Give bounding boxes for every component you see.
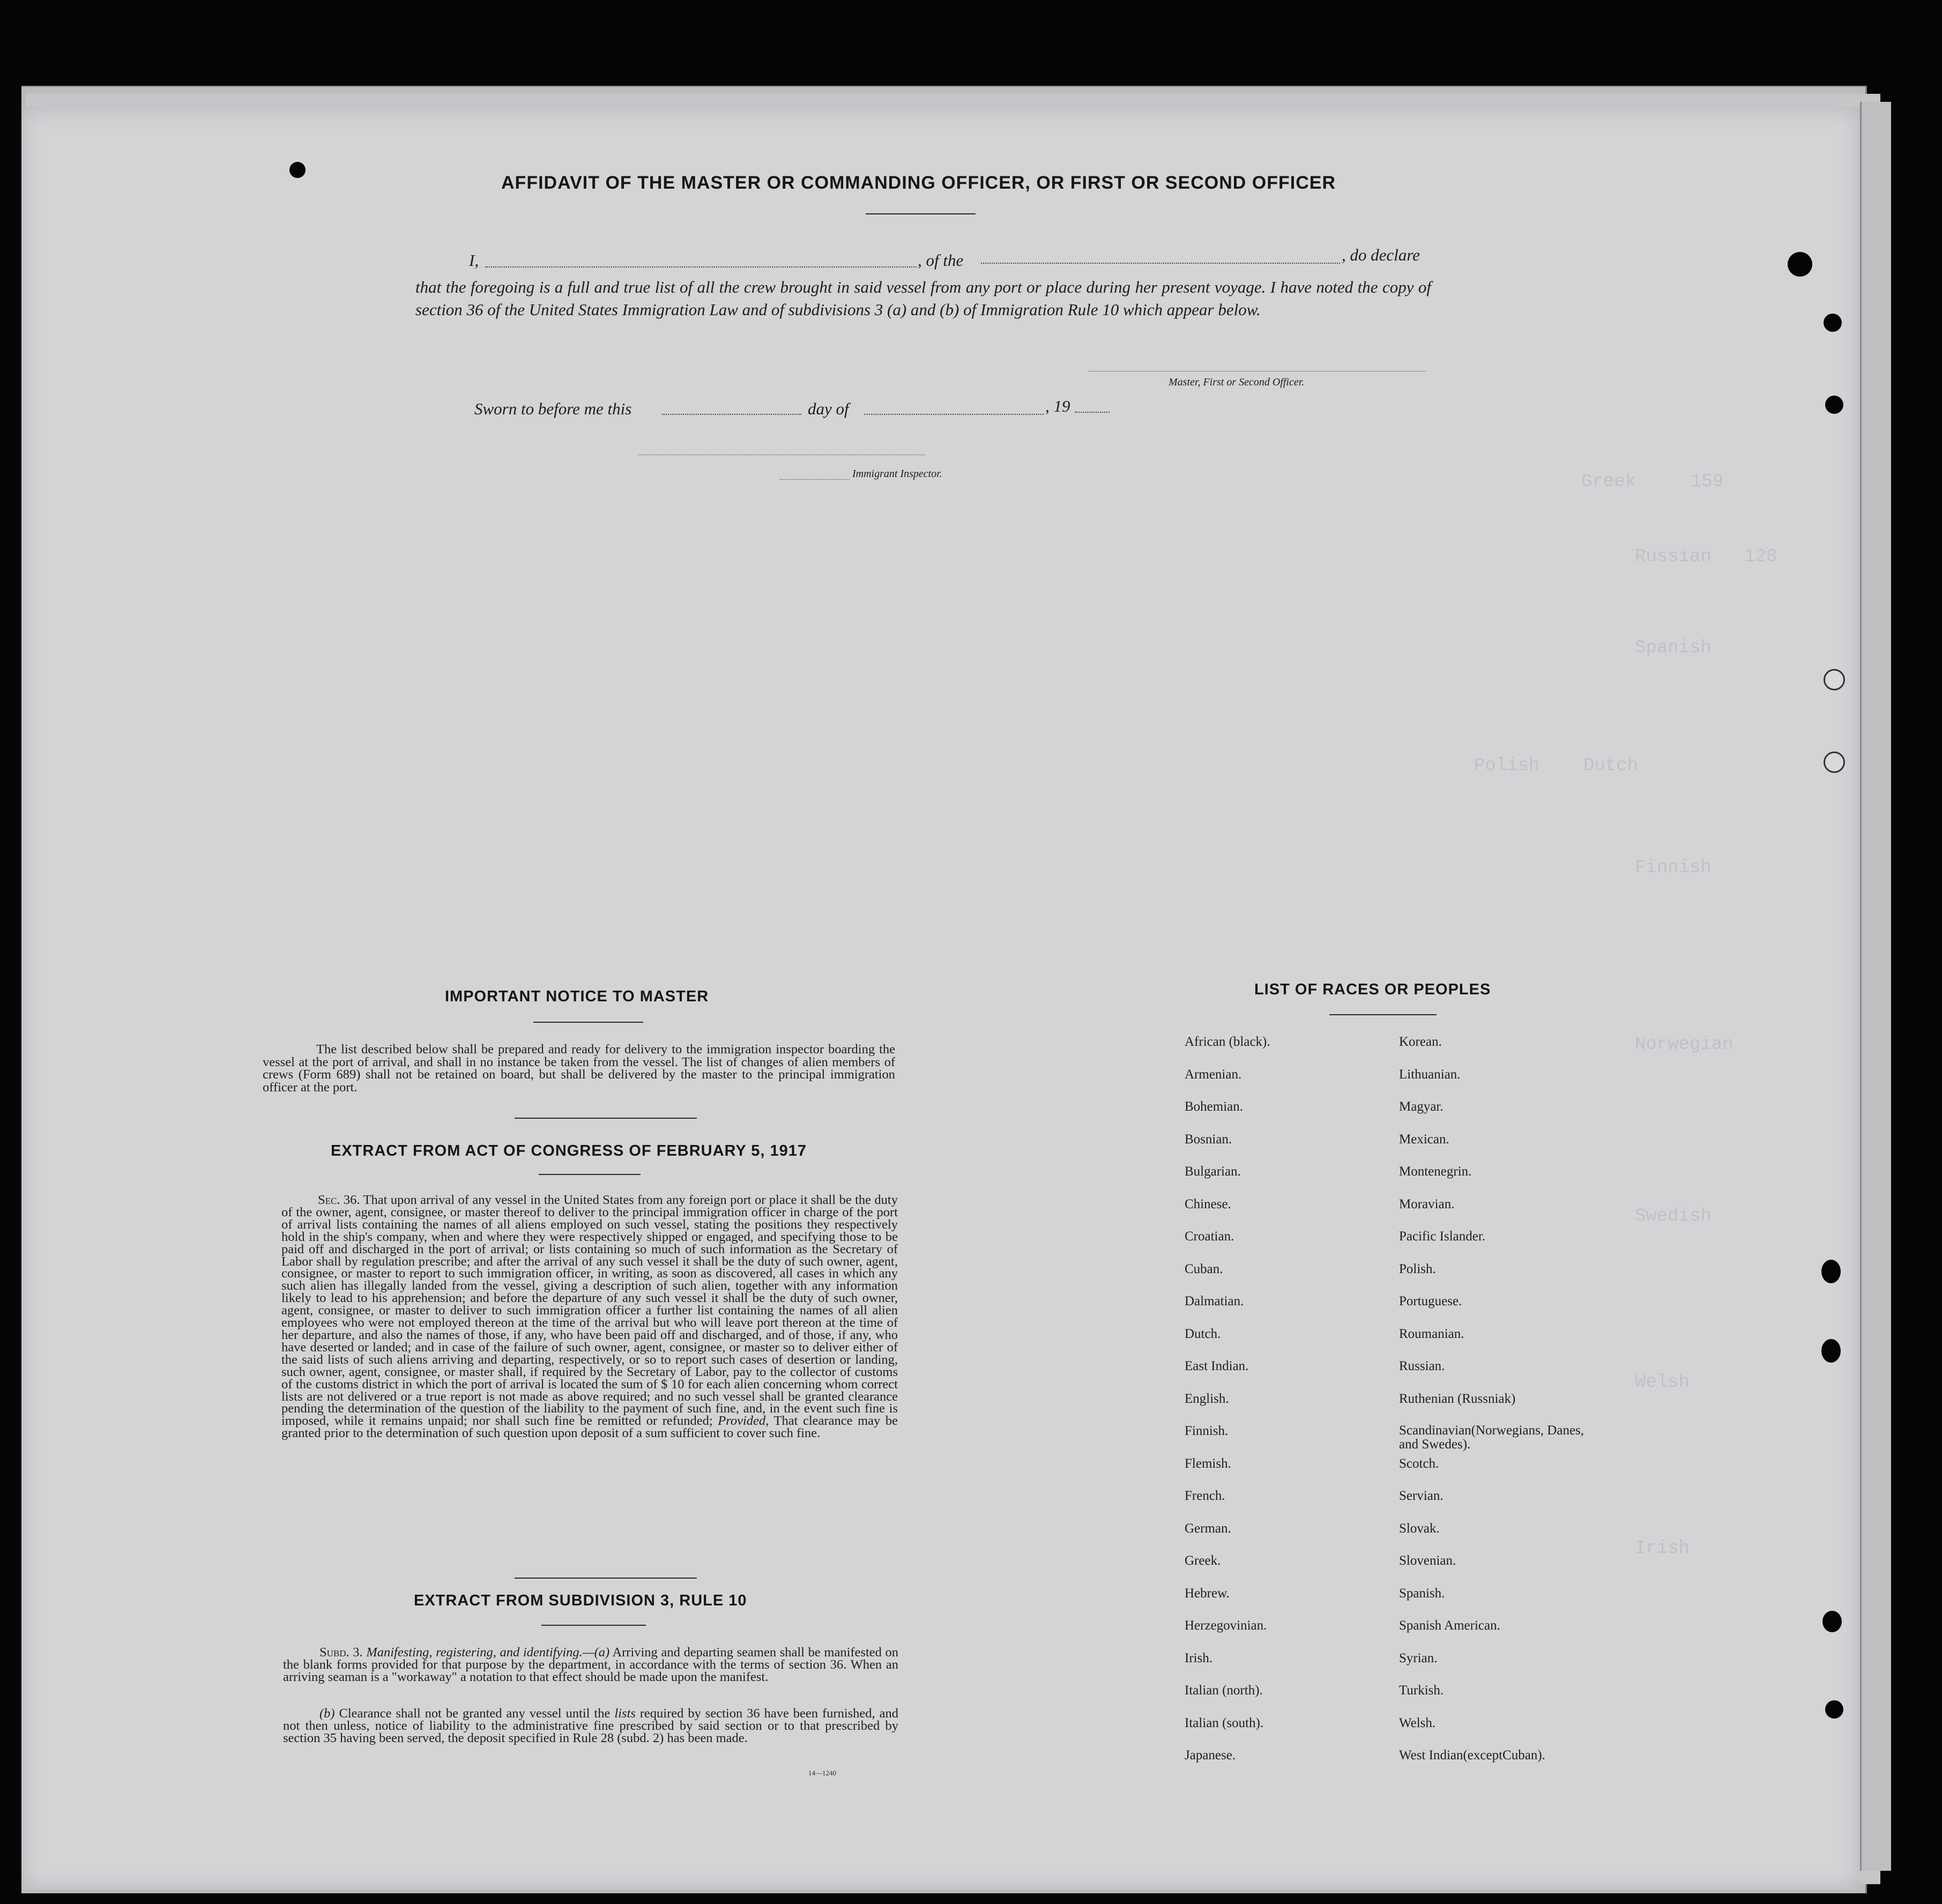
ghost-row: Spanish — [1635, 638, 1712, 658]
subd-heading: Manifesting, registering, and identifying.—(a) — [366, 1645, 610, 1660]
race-entry: Magyar. — [1399, 1099, 1444, 1114]
race-entry: Dutch. — [1185, 1326, 1221, 1341]
notice-divider — [515, 1118, 697, 1119]
race-entry: Japanese. — [1185, 1748, 1236, 1762]
punch-hole — [1825, 396, 1843, 414]
ghost-row: Swedish — [1635, 1206, 1712, 1226]
race-entry: Slovenian. — [1399, 1553, 1456, 1568]
race-entry: Syrian. — [1399, 1650, 1438, 1665]
punch-hole — [1788, 252, 1812, 277]
extract-act-divider — [515, 1578, 697, 1579]
sworn-label: Sworn to before me this — [474, 399, 632, 418]
race-entry: Pacific Islander. — [1399, 1229, 1486, 1244]
binding-strip — [1860, 102, 1891, 1871]
punch-hole — [1824, 752, 1845, 773]
race-entry: Chinese. — [1185, 1196, 1231, 1211]
race-entry: Servian. — [1399, 1489, 1444, 1503]
title-underline — [866, 213, 976, 214]
race-entry: Lithuanian. — [1399, 1067, 1461, 1082]
day-field[interactable] — [662, 414, 801, 415]
punch-hole — [1825, 1700, 1843, 1719]
race-entry: Italian (north). — [1185, 1683, 1263, 1698]
punch-hole — [1821, 1260, 1841, 1283]
races-right-column — [1399, 1035, 1603, 1781]
sec-label: Sec. — [318, 1193, 340, 1207]
punch-hole — [1821, 1339, 1841, 1363]
race-entry: Russian. — [1399, 1359, 1445, 1373]
race-entry: Portuguese. — [1399, 1294, 1462, 1308]
race-entry: English. — [1185, 1391, 1229, 1406]
race-entry: Montenegrin. — [1399, 1164, 1472, 1179]
vessel-field[interactable] — [981, 263, 1340, 264]
ghost-row: Welsh — [1635, 1372, 1690, 1393]
race-entry: Hebrew. — [1185, 1586, 1230, 1601]
race-entry: Ruthenian (Russniak) — [1399, 1391, 1516, 1406]
declaration-text: that the foregoing is a full and true list of all the crew brought in said vessel from any port or place during her present voyage. I have noted the copy of section 36 of the United States Immigration Law and of subdivisions 3 (a) and (b) of Immigration Rule 10 which appear below. — [415, 278, 1431, 319]
race-entry: Italian (south). — [1185, 1715, 1264, 1730]
races-title: LIST OF RACES OR PEOPLES — [1254, 981, 1491, 998]
extract-rule-underline — [541, 1625, 646, 1626]
section-36-body: 36. That upon arrival of any vessel in the United States from any foreign port or place it shall be the duty of the owner, agent, consignee, or master thereof to deliver to the principal immigration officer in charge of the port of arrival lists containing the names of all aliens employed on such vessel, stating the positions they respectively hold in the ship's company, when and where they were respectively shipped or engaged, and specifying those to be paid off and discharged in the port of arrival; or lists containing so much of such information as the Secretary of Labor shall by regulation prescribe; and after the arrival of any such vessel it shall be the duty of such owner, agent, consignee, or master to report to such immigration officer, in writing, as soon as discovered, all cases in which any such alien has illegally landed from the vessel, giving a description of such alien, together with any information likely to lead to his apprehension; and before the departure of any such vessel it shall be the duty of such owner, agent, consignee, or master to deliver to such immigration officer a further list containing the names of all alien employees who were not employed thereon at the time of the arrival but who will leave port thereon at the time of her departure, and also the names of those, if any, who have been paid off and discharged, and of those, if any, who have deserted or landed; and in case of the failure of such owner, agent, consignee, or master so to deliver either of the said lists of such aliens arriving and departing, respectively, or so to report such cases of desertion or landing, such owner, agent, consignee, or master shall, if required by the Secretary of Labor, pay to the collector of customs of the customs district in which the port of arrival is located the sum of $ 10 for each alien concerning whom correct lists are not delivered or a true report is not made as above required; and no such vessel shall be granted clearance pending the determination of the question of the liability to the payment of such fine, and, in the event such fine is imposed, while it remains unpaid; nor shall such fine be remitted or refunded; — [281, 1193, 898, 1429]
subd-text-a: Arriving and departing seamen shall be manifested on the blank forms provided for that purpose by the department, in accordance with the terms of section 36. When an arriving seaman is a "workaway" a notation to that effect should be made upon the manifest. — [283, 1645, 899, 1684]
race-entry: Irish. — [1185, 1650, 1213, 1665]
inspector-lead-line — [780, 479, 850, 480]
punch-hole — [1822, 1611, 1842, 1632]
race-entry: Korean. — [1399, 1035, 1442, 1049]
race-entry: Herzegovinian. — [1185, 1618, 1267, 1633]
punch-hole — [289, 162, 306, 178]
race-entry: Roumanian. — [1399, 1326, 1464, 1341]
race-entry: Turkish. — [1399, 1683, 1444, 1698]
ghost-row: Finnish — [1635, 858, 1712, 878]
race-entry: Spanish. — [1399, 1586, 1445, 1601]
race-entry: Finnish. — [1185, 1424, 1229, 1438]
race-entry: Greek. — [1185, 1553, 1221, 1568]
notice-text: The list described below shall be prepared and ready for delivery to the immigration inspector boarding the vessel at the port of arrival, and shall in no instance be taken from the vessel. The list of changes of alien members of crews (Form 689) shall not be retained on board, but shall be delivered by the master to the principal immigration officer at the port. — [263, 1042, 895, 1095]
i-label: I, — [469, 251, 479, 270]
section-36-text — [281, 1194, 898, 1440]
races-underline — [1329, 1014, 1437, 1015]
inspector-caption: Immigrant Inspector. — [852, 468, 942, 480]
race-entry: African (black). — [1185, 1035, 1270, 1049]
of-the-label: , of the — [918, 251, 964, 270]
ghost-row: Greek 159 — [1581, 472, 1724, 492]
race-entry: East Indian. — [1185, 1359, 1249, 1373]
race-entry: French. — [1185, 1489, 1225, 1503]
race-entry: Bosnian. — [1185, 1132, 1232, 1147]
ghost-row: Russian 128 — [1635, 547, 1777, 567]
notice-underline — [533, 1022, 643, 1023]
race-entry: Polish. — [1399, 1261, 1436, 1276]
race-entry: Cuban. — [1185, 1261, 1223, 1276]
subd-text-b1: Clearance shall not be granted any vessel until the — [339, 1706, 611, 1721]
do-declare-label: , do declare — [1342, 246, 1420, 264]
subd-text-b2: required by section 36 have been furnished, and not then unless, notice of liability to the administrative fine prescribed by said section or to that prescribed by section 35 having been served, the deposit specified in Rule 28 (subd. 2) has been made. — [283, 1706, 898, 1745]
lists-word: lists — [614, 1706, 636, 1721]
race-entry: Spanish American. — [1399, 1618, 1500, 1633]
provided-text: That clearance may be granted prior to the determination of such question upon deposit of a sum sufficient to cover such fine. — [281, 1414, 898, 1441]
form-number: 14—1240 — [808, 1769, 836, 1777]
affidavit-title: AFFIDAVIT OF THE MASTER OR COMMANDING OFFICER, OR FIRST OR SECOND OFFICER — [501, 173, 1336, 193]
race-entry: Croatian. — [1185, 1229, 1234, 1244]
race-entry: Scandinavian(Norwegians, Danes, and Swedes). — [1399, 1423, 1584, 1452]
race-entry: Scotch. — [1399, 1456, 1439, 1471]
races-left-column — [1185, 1035, 1270, 1781]
name-field[interactable] — [485, 266, 917, 267]
punch-hole — [1824, 669, 1845, 690]
subd-label: Subd. — [319, 1645, 349, 1660]
year-field[interactable] — [1075, 412, 1110, 413]
day-of-label: day of — [808, 399, 849, 418]
subd-number: 3. — [353, 1645, 363, 1660]
extract-act-underline — [539, 1174, 641, 1175]
race-entry: German. — [1185, 1521, 1231, 1536]
b-label: (b) — [319, 1706, 335, 1721]
subdivision-3b-text — [283, 1708, 898, 1744]
month-field[interactable] — [864, 414, 1044, 415]
extract-act-title: EXTRACT FROM ACT OF CONGRESS OF FEBRUARY 5, 1917 — [331, 1142, 807, 1159]
provided-label: Provided, — [718, 1414, 769, 1429]
race-entry: Moravian. — [1399, 1196, 1455, 1211]
race-entry: West Indian(exceptCuban). — [1399, 1748, 1545, 1762]
race-entry: Mexican. — [1399, 1132, 1449, 1147]
notice-title: IMPORTANT NOTICE TO MASTER — [445, 988, 709, 1005]
ghost-row: Polish Dutch — [1474, 756, 1639, 776]
race-entry: Welsh. — [1399, 1715, 1436, 1730]
race-entry: Slovak. — [1399, 1521, 1440, 1536]
race-entry: Dalmatian. — [1185, 1294, 1244, 1308]
race-entry: Bulgarian. — [1185, 1164, 1241, 1179]
ghost-row: Norwegian — [1635, 1035, 1733, 1055]
signature-caption: Master, First or Second Officer. — [1169, 376, 1305, 388]
race-entry: Armenian. — [1185, 1067, 1242, 1082]
punch-hole — [1824, 314, 1842, 332]
year-label: , 19 — [1045, 397, 1070, 415]
subdivision-3-text — [283, 1647, 898, 1683]
ghost-row: Irish — [1635, 1538, 1690, 1559]
extract-rule-title: EXTRACT FROM SUBDIVISION 3, RULE 10 — [414, 1592, 747, 1609]
race-entry: Bohemian. — [1185, 1099, 1244, 1114]
race-entry: Flemish. — [1185, 1456, 1231, 1471]
